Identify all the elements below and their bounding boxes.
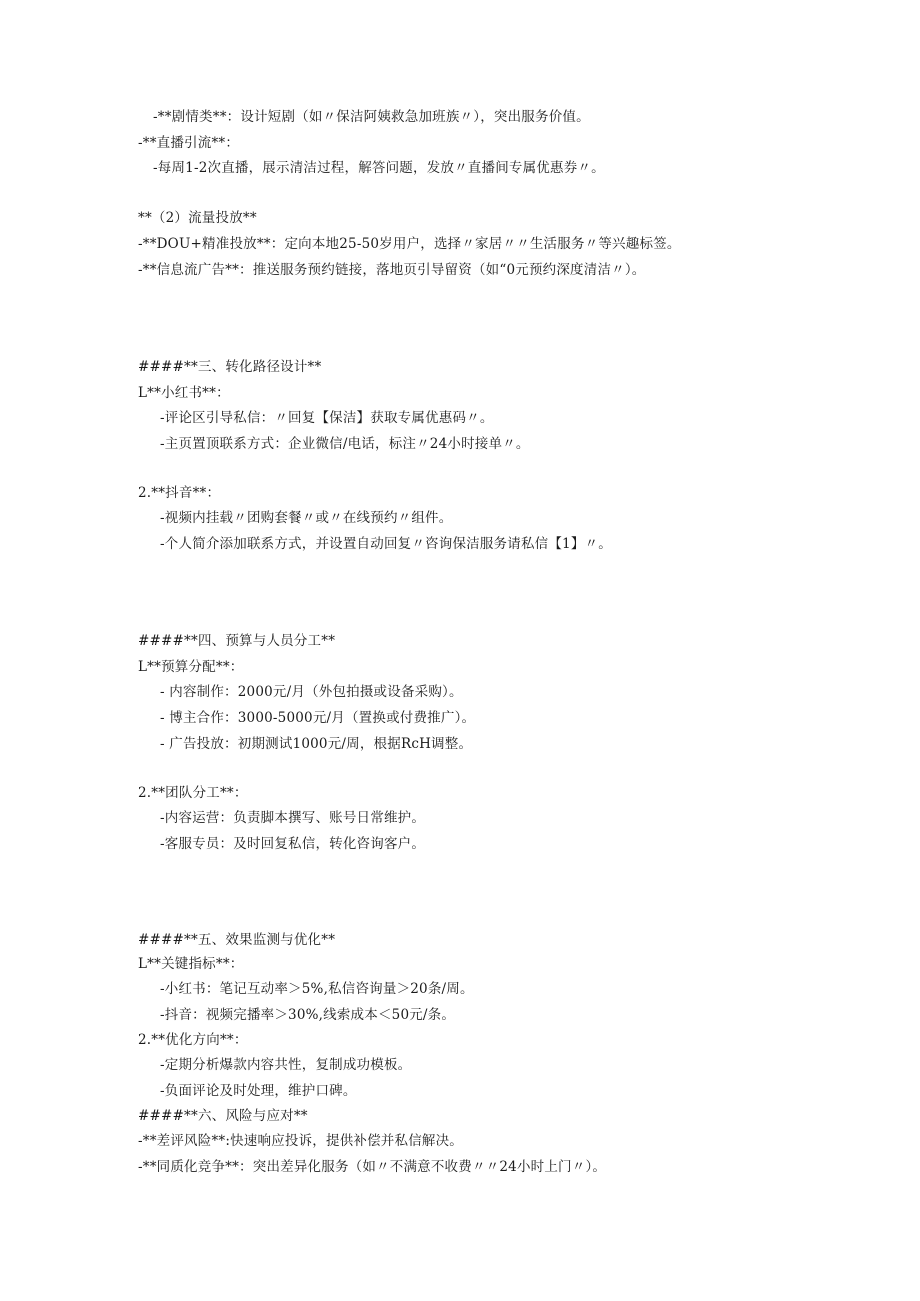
section-heading: ####**三、转化路径设计** — [138, 359, 322, 375]
text-line: -客服专员：及时回复私信，转化咨询客户。 — [160, 836, 426, 852]
text-line: -**差评风险**:快速响应投诉，提供补偿并私信解决。 — [138, 1133, 464, 1149]
text-line: L**关键指标**： — [138, 956, 244, 972]
section-heading: ####**六、风险与应对** — [138, 1108, 308, 1124]
section-heading: **（2）流量投放** — [138, 210, 257, 226]
text-line: - 广告投放：初期测试1000元/周，根据RcH调整。 — [160, 736, 473, 752]
text-line: -负面评论及时处理，维护口碑。 — [160, 1083, 357, 1099]
text-line: -每周1-2次直播，展示清洁过程，解答问题，发放〃直播间专属优惠券〃。 — [153, 160, 605, 176]
text-line: -**信息流广告**：推送服务预约链接，落地页引导留资（如“0元预约深度清洁〃）。 — [138, 262, 646, 278]
text-line: -**DOU+精准投放**：定向本地25-50岁用户，选择〃家居〃〃生活服务〃等兴趣标签。 — [138, 236, 681, 252]
text-line: 2.**抖音**： — [138, 485, 221, 501]
text-line: L**小红书**： — [138, 385, 230, 401]
text-line: -内容运营：负责脚本撰写、账号日常维护。 — [160, 810, 426, 826]
text-line: -主页置顶联系方式：企业微信/电话，标注〃24小时接单〃。 — [160, 436, 530, 452]
text-line: -**剧情类**：设计短剧（如〃保洁阿姨救急加班族〃），突出服务价值。 — [153, 109, 590, 125]
text-line: - 博主合作：3000-5000元/月（置换或付费推广）。 — [160, 710, 476, 726]
section-heading: ####**五、效果监测与优化** — [138, 932, 336, 948]
text-line: - 内容制作：2000元/月（外包拍摄或设备采购）。 — [160, 684, 463, 700]
text-line: -定期分析爆款内容共性，复制成功模板。 — [160, 1057, 412, 1073]
text-line: -**直播引流**： — [138, 135, 240, 151]
text-line: -**同质化竞争**：突出差异化服务（如〃不满意不收费〃〃24小时上门〃）。 — [138, 1159, 607, 1175]
text-line: 2.**优化方向**： — [138, 1032, 248, 1048]
text-line: L**预算分配**： — [138, 659, 244, 675]
text-line: -评论区引导私信：〃回复【保洁】获取专属优惠码〃。 — [160, 410, 494, 426]
text-line: -个人简介添加联系方式，并设置自动回复〃咨询保洁服务请私信【1】〃。 — [160, 536, 612, 552]
text-line: -小红书：笔记互动率＞5%,私信咨询量＞20条/周。 — [160, 981, 474, 997]
text-line: -抖音：视频完播率＞30%,线索成本＜50元/条。 — [160, 1007, 456, 1023]
text-line: 2.**团队分工**： — [138, 785, 248, 801]
text-line: -视频内挂载〃团购套餐〃或〃在线预约〃组件。 — [160, 510, 453, 526]
section-heading: ####**四、预算与人员分工** — [138, 633, 336, 649]
